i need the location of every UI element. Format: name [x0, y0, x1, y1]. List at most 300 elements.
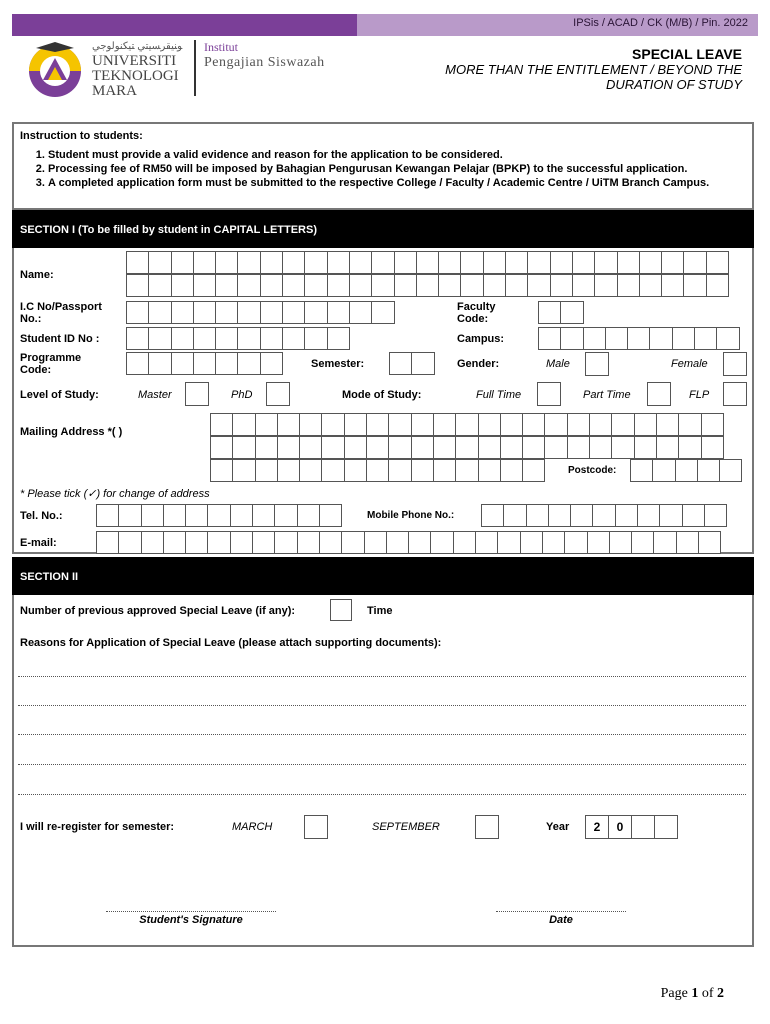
- char-cell[interactable]: [455, 459, 478, 482]
- char-cell[interactable]: [304, 327, 327, 350]
- postcode-field[interactable]: [630, 459, 741, 482]
- char-cell[interactable]: [500, 459, 523, 482]
- char-cell[interactable]: [193, 274, 216, 297]
- char-cell[interactable]: [611, 436, 634, 459]
- char-cell[interactable]: [126, 352, 149, 375]
- char-cell[interactable]: [706, 274, 729, 297]
- char-cell[interactable]: [232, 436, 255, 459]
- char-cell[interactable]: [527, 274, 550, 297]
- char-cell[interactable]: [171, 352, 194, 375]
- char-cell[interactable]: [583, 327, 606, 350]
- char-cell[interactable]: [185, 531, 208, 554]
- char-cell[interactable]: [215, 274, 238, 297]
- char-cell[interactable]: [617, 251, 640, 274]
- reregister-label: I will re-register for semester:: [20, 821, 175, 833]
- char-cell[interactable]: [656, 436, 679, 459]
- char-cell[interactable]: [564, 531, 587, 554]
- char-cell[interactable]: [416, 251, 439, 274]
- char-cell[interactable]: [682, 504, 705, 527]
- char-cell[interactable]: [349, 251, 372, 274]
- char-cell[interactable]: [683, 274, 706, 297]
- char-cell[interactable]: [237, 251, 260, 274]
- char-cell[interactable]: [344, 459, 367, 482]
- char-cell[interactable]: [605, 327, 628, 350]
- university-name: [92, 54, 179, 99]
- mode-label: Mode of Study:: [342, 389, 422, 401]
- char-cell[interactable]: [548, 504, 571, 527]
- char-cell[interactable]: [653, 531, 676, 554]
- char-cell[interactable]: [215, 327, 238, 350]
- char-cell[interactable]: [237, 327, 260, 350]
- char-cell[interactable]: [319, 504, 342, 527]
- char-cell[interactable]: [522, 413, 545, 436]
- char-cell[interactable]: [126, 274, 149, 297]
- email-field[interactable]: [96, 531, 720, 554]
- campus-field[interactable]: [538, 327, 739, 350]
- char-cell[interactable]: [319, 531, 342, 554]
- char-cell[interactable]: [141, 504, 164, 527]
- char-cell[interactable]: [719, 459, 742, 482]
- ic-field[interactable]: [126, 301, 394, 324]
- char-cell[interactable]: [706, 251, 729, 274]
- char-cell[interactable]: [567, 413, 590, 436]
- char-cell[interactable]: [366, 436, 389, 459]
- char-cell[interactable]: [483, 274, 506, 297]
- full-time-checkbox[interactable]: [537, 382, 561, 406]
- char-cell[interactable]: [634, 413, 657, 436]
- char-cell[interactable]: [478, 413, 501, 436]
- september-checkbox[interactable]: [475, 815, 499, 839]
- char-cell[interactable]: [304, 301, 327, 324]
- char-cell[interactable]: [656, 413, 679, 436]
- char-cell[interactable]: [260, 274, 283, 297]
- char-cell[interactable]: [364, 531, 387, 554]
- page-of: of: [701, 986, 714, 1001]
- char-cell[interactable]: [327, 327, 350, 350]
- char-cell[interactable]: [500, 413, 523, 436]
- gender-label: Gender:: [457, 358, 500, 370]
- char-cell[interactable]: [661, 274, 684, 297]
- char-cell[interactable]: [572, 274, 595, 297]
- tel-field[interactable]: [96, 504, 341, 527]
- male-checkbox[interactable]: [585, 352, 609, 376]
- faculty-label-2: Code:: [457, 313, 489, 325]
- page-prefix: Page: [660, 986, 688, 1001]
- char-cell[interactable]: [96, 504, 119, 527]
- instruction-item: 1. Student must provide a valid evidence and reason for the application to be considered.: [48, 148, 726, 162]
- inst-line-2: Pengajian Siswazah: [204, 55, 325, 70]
- page-total: 2: [717, 986, 724, 1001]
- char-cell[interactable]: [550, 274, 573, 297]
- uni-line-2: TEKNOLOGI: [92, 68, 179, 84]
- mailing-field-row3[interactable]: [210, 459, 544, 482]
- year-digit-3[interactable]: [631, 815, 655, 839]
- char-cell[interactable]: [433, 436, 456, 459]
- char-cell[interactable]: [649, 327, 672, 350]
- char-cell[interactable]: [126, 327, 149, 350]
- master-checkbox[interactable]: [185, 382, 209, 406]
- char-cell[interactable]: [589, 436, 612, 459]
- char-cell[interactable]: [589, 413, 612, 436]
- char-cell[interactable]: [366, 459, 389, 482]
- char-cell[interactable]: [704, 504, 727, 527]
- mailing-field-row1[interactable]: [210, 413, 723, 436]
- year-digit-4[interactable]: [654, 815, 678, 839]
- section1-header: SECTION I (To be filled by student in CAPITAL LETTERS): [12, 210, 754, 248]
- char-cell[interactable]: [522, 459, 545, 482]
- char-cell[interactable]: [611, 413, 634, 436]
- char-cell[interactable]: [637, 504, 660, 527]
- char-cell[interactable]: [171, 251, 194, 274]
- char-cell[interactable]: [260, 352, 283, 375]
- instruction-item: 3. A completed application form must be submitted to the respective College / Faculty / Academic Centre / UiTM Branch Campus.: [48, 176, 726, 190]
- char-cell[interactable]: [411, 413, 434, 436]
- email-label: E-mail:: [20, 537, 57, 549]
- char-cell[interactable]: [672, 327, 695, 350]
- char-cell[interactable]: [544, 413, 567, 436]
- campus-label: Campus:: [457, 333, 505, 345]
- char-cell[interactable]: [538, 327, 561, 350]
- char-cell[interactable]: [321, 436, 344, 459]
- reason-line[interactable]: [18, 676, 746, 677]
- char-cell[interactable]: [371, 274, 394, 297]
- char-cell[interactable]: [185, 504, 208, 527]
- char-cell[interactable]: [126, 301, 149, 324]
- char-cell[interactable]: [676, 531, 699, 554]
- char-cell[interactable]: [171, 274, 194, 297]
- char-cell[interactable]: [544, 436, 567, 459]
- char-cell[interactable]: [126, 251, 149, 274]
- uni-line-3: MARA: [92, 83, 138, 99]
- flp-label: FLP: [689, 389, 710, 401]
- char-cell[interactable]: [349, 301, 372, 324]
- char-cell[interactable]: [478, 459, 501, 482]
- char-cell[interactable]: [678, 436, 701, 459]
- char-cell[interactable]: [617, 274, 640, 297]
- char-cell[interactable]: [500, 436, 523, 459]
- char-cell[interactable]: [237, 352, 260, 375]
- char-cell[interactable]: [232, 459, 255, 482]
- char-cell[interactable]: [388, 413, 411, 436]
- char-cell[interactable]: [171, 327, 194, 350]
- semester-field[interactable]: [389, 352, 434, 375]
- reason-line[interactable]: [18, 794, 746, 795]
- char-cell[interactable]: [321, 459, 344, 482]
- char-cell[interactable]: [207, 531, 230, 554]
- char-cell[interactable]: [193, 352, 216, 375]
- char-cell[interactable]: [661, 251, 684, 274]
- ic-label-2: No.:: [20, 313, 42, 325]
- phd-checkbox[interactable]: [266, 382, 290, 406]
- char-cell[interactable]: [148, 327, 171, 350]
- char-cell[interactable]: [252, 531, 275, 554]
- char-cell[interactable]: [260, 301, 283, 324]
- char-cell[interactable]: [148, 251, 171, 274]
- char-cell[interactable]: [567, 436, 590, 459]
- char-cell[interactable]: [615, 504, 638, 527]
- char-cell[interactable]: [592, 504, 615, 527]
- char-cell[interactable]: [297, 531, 320, 554]
- title-main: SPECIAL LEAVE: [632, 46, 742, 62]
- char-cell[interactable]: [697, 459, 720, 482]
- char-cell[interactable]: [252, 504, 275, 527]
- char-cell[interactable]: [520, 531, 543, 554]
- char-cell[interactable]: [698, 531, 721, 554]
- char-cell[interactable]: [572, 251, 595, 274]
- char-cell[interactable]: [255, 459, 278, 482]
- char-cell[interactable]: [260, 251, 283, 274]
- char-cell[interactable]: [630, 459, 653, 482]
- char-cell[interactable]: [193, 327, 216, 350]
- char-cell[interactable]: [639, 274, 662, 297]
- char-cell[interactable]: [505, 274, 528, 297]
- char-cell[interactable]: [505, 251, 528, 274]
- char-cell[interactable]: [522, 436, 545, 459]
- char-cell[interactable]: [297, 504, 320, 527]
- char-cell[interactable]: [282, 327, 305, 350]
- char-cell[interactable]: [327, 274, 350, 297]
- char-cell[interactable]: [163, 504, 186, 527]
- char-cell[interactable]: [701, 436, 724, 459]
- char-cell[interactable]: [341, 531, 364, 554]
- student-id-label: Student ID No :: [20, 333, 100, 345]
- faculty-field[interactable]: [538, 301, 583, 324]
- char-cell[interactable]: [215, 352, 238, 375]
- char-cell[interactable]: [694, 327, 717, 350]
- char-cell[interactable]: [232, 413, 255, 436]
- char-cell[interactable]: [538, 301, 561, 324]
- char-cell[interactable]: [389, 352, 412, 375]
- char-cell[interactable]: [394, 251, 417, 274]
- name-field-row2[interactable]: [126, 274, 728, 297]
- reason-line[interactable]: [18, 764, 746, 765]
- master-label: Master: [138, 389, 172, 401]
- char-cell[interactable]: [631, 531, 654, 554]
- char-cell[interactable]: [230, 531, 253, 554]
- char-cell[interactable]: [282, 301, 305, 324]
- char-cell[interactable]: [171, 301, 194, 324]
- char-cell[interactable]: [411, 436, 434, 459]
- char-cell[interactable]: [527, 251, 550, 274]
- char-cell[interactable]: [503, 504, 526, 527]
- faculty-label-1: Faculty: [457, 301, 496, 313]
- char-cell[interactable]: [277, 413, 300, 436]
- semester-label: Semester:: [311, 358, 365, 370]
- char-cell[interactable]: [260, 327, 283, 350]
- char-cell[interactable]: [455, 436, 478, 459]
- part-time-checkbox[interactable]: [647, 382, 671, 406]
- jawi-script: ﻮﻨﻴﻘﺮﺴﻴﺘﻲ ﺘﻴﻜﻨﻮﻟﻮﺟﻲ: [92, 41, 183, 52]
- form-reference: IPSis / ACAD / CK (M/B) / Pin. 2022: [357, 14, 758, 36]
- char-cell[interactable]: [237, 274, 260, 297]
- char-cell[interactable]: [282, 251, 305, 274]
- year-field[interactable]: [585, 815, 678, 839]
- header-bar-dark: [12, 14, 357, 36]
- char-cell[interactable]: [526, 504, 549, 527]
- ic-label-1: I.C No/Passport: [20, 301, 102, 313]
- march-label: MARCH: [232, 821, 273, 833]
- char-cell[interactable]: [274, 531, 297, 554]
- reason-line[interactable]: [18, 705, 746, 706]
- mobile-field[interactable]: [481, 504, 726, 527]
- char-cell[interactable]: [388, 436, 411, 459]
- char-cell[interactable]: [163, 531, 186, 554]
- char-cell[interactable]: [299, 459, 322, 482]
- char-cell[interactable]: [304, 251, 327, 274]
- char-cell[interactable]: [118, 504, 141, 527]
- name-label: Name:: [20, 269, 54, 281]
- char-cell[interactable]: [193, 301, 216, 324]
- title-sub-1: MORE THAN THE ENTITLEMENT / BEYOND THE: [445, 62, 742, 77]
- female-checkbox[interactable]: [723, 352, 747, 376]
- programme-label-1: Programme: [20, 352, 82, 364]
- reason-line[interactable]: [18, 734, 746, 735]
- char-cell[interactable]: [408, 531, 431, 554]
- char-cell[interactable]: [416, 274, 439, 297]
- char-cell[interactable]: [594, 251, 617, 274]
- char-cell[interactable]: [96, 531, 119, 554]
- char-cell[interactable]: [349, 274, 372, 297]
- char-cell[interactable]: [277, 436, 300, 459]
- char-cell[interactable]: [215, 301, 238, 324]
- char-cell[interactable]: [210, 436, 233, 459]
- programme-label-2: Code:: [20, 364, 52, 376]
- female-label: Female: [671, 358, 708, 370]
- char-cell[interactable]: [193, 251, 216, 274]
- student-id-field[interactable]: [126, 327, 349, 350]
- char-cell[interactable]: [438, 274, 461, 297]
- programme-field[interactable]: [126, 352, 282, 375]
- char-cell[interactable]: [683, 251, 706, 274]
- char-cell[interactable]: [207, 504, 230, 527]
- char-cell[interactable]: [277, 459, 300, 482]
- tel-label: Tel. No.:: [20, 510, 63, 522]
- char-cell[interactable]: [274, 504, 297, 527]
- char-cell[interactable]: [483, 251, 506, 274]
- prev-leave-field[interactable]: [330, 599, 352, 621]
- char-cell[interactable]: [321, 413, 344, 436]
- level-label: Level of Study:: [20, 389, 99, 401]
- title-sub-2: DURATION OF STUDY: [605, 77, 742, 92]
- uitm-logo: [26, 40, 84, 98]
- char-cell[interactable]: [460, 251, 483, 274]
- char-cell[interactable]: [371, 251, 394, 274]
- char-cell[interactable]: [411, 459, 434, 482]
- char-cell[interactable]: [255, 436, 278, 459]
- march-checkbox[interactable]: [304, 815, 328, 839]
- char-cell[interactable]: [627, 327, 650, 350]
- name-field-row1[interactable]: [126, 251, 728, 274]
- instruction-list: [26, 148, 726, 190]
- char-cell[interactable]: [344, 413, 367, 436]
- char-cell[interactable]: [560, 301, 583, 324]
- char-cell[interactable]: [659, 504, 682, 527]
- char-cell[interactable]: [371, 301, 394, 324]
- mailing-field-row2[interactable]: [210, 436, 723, 459]
- char-cell[interactable]: [716, 327, 739, 350]
- full-time-label: Full Time: [476, 389, 522, 401]
- char-cell[interactable]: [594, 274, 617, 297]
- char-cell[interactable]: [475, 531, 498, 554]
- char-cell[interactable]: [433, 459, 456, 482]
- signature-line[interactable]: [106, 911, 276, 912]
- char-cell[interactable]: [237, 301, 260, 324]
- char-cell[interactable]: [675, 459, 698, 482]
- char-cell[interactable]: [570, 504, 593, 527]
- char-cell[interactable]: [327, 251, 350, 274]
- char-cell[interactable]: [481, 504, 504, 527]
- char-cell[interactable]: [230, 504, 253, 527]
- header-bar: [12, 14, 758, 36]
- char-cell[interactable]: [430, 531, 453, 554]
- char-cell[interactable]: [542, 531, 565, 554]
- tick-note: * Please tick (✓) for change of address: [20, 488, 210, 500]
- char-cell[interactable]: [550, 251, 573, 274]
- char-cell[interactable]: [141, 531, 164, 554]
- faculty-label: [457, 301, 496, 325]
- char-cell[interactable]: [299, 413, 322, 436]
- char-cell[interactable]: [560, 327, 583, 350]
- page-number: [661, 986, 724, 1002]
- ic-label: [20, 301, 102, 325]
- page-current: 1: [691, 986, 699, 1001]
- char-cell[interactable]: [411, 352, 434, 375]
- char-cell[interactable]: [304, 274, 327, 297]
- char-cell[interactable]: [634, 436, 657, 459]
- char-cell[interactable]: [299, 436, 322, 459]
- mailing-label: Mailing Address *( ): [20, 426, 123, 438]
- char-cell[interactable]: [366, 413, 389, 436]
- year-digit-1: 2: [585, 815, 609, 839]
- char-cell[interactable]: [701, 413, 724, 436]
- instruction-item: 2. Processing fee of RM50 will be imposed by Bahagian Pengurusan Kewangan Pelajar (BPKP) to the successful application.: [48, 162, 726, 176]
- char-cell[interactable]: [478, 436, 501, 459]
- char-cell[interactable]: [438, 251, 461, 274]
- char-cell[interactable]: [394, 274, 417, 297]
- char-cell[interactable]: [497, 531, 520, 554]
- char-cell[interactable]: [455, 413, 478, 436]
- char-cell[interactable]: [678, 413, 701, 436]
- section2-header: SECTION II: [12, 557, 754, 595]
- char-cell[interactable]: [652, 459, 675, 482]
- char-cell[interactable]: [386, 531, 409, 554]
- char-cell[interactable]: [255, 413, 278, 436]
- char-cell[interactable]: [460, 274, 483, 297]
- char-cell[interactable]: [453, 531, 476, 554]
- prev-leave-label: Number of previous approved Special Leave (if any):: [20, 605, 296, 617]
- char-cell[interactable]: [587, 531, 610, 554]
- char-cell[interactable]: [433, 413, 456, 436]
- signature-label: Student's Signature: [139, 914, 243, 926]
- char-cell[interactable]: [118, 531, 141, 554]
- char-cell[interactable]: [215, 251, 238, 274]
- part-time-label: Part Time: [583, 389, 631, 401]
- date-line[interactable]: [496, 911, 626, 912]
- char-cell[interactable]: [210, 459, 233, 482]
- char-cell[interactable]: [327, 301, 350, 324]
- char-cell[interactable]: [282, 274, 305, 297]
- flp-checkbox[interactable]: [723, 382, 747, 406]
- char-cell[interactable]: [344, 436, 367, 459]
- institute-name: [204, 40, 325, 71]
- char-cell[interactable]: [148, 274, 171, 297]
- char-cell[interactable]: [609, 531, 632, 554]
- char-cell[interactable]: [148, 352, 171, 375]
- char-cell[interactable]: [639, 251, 662, 274]
- char-cell[interactable]: [148, 301, 171, 324]
- char-cell[interactable]: [388, 459, 411, 482]
- char-cell[interactable]: [210, 413, 233, 436]
